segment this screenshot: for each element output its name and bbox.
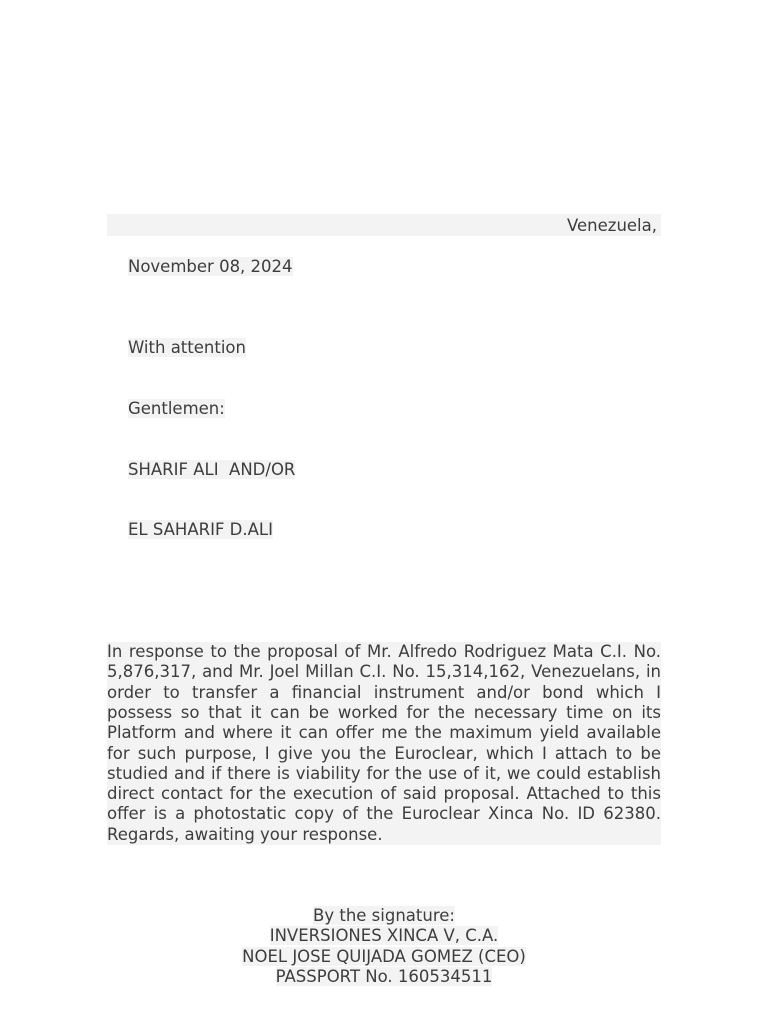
letter-body: In response to the proposal of Mr. Alfredo Rodriguez Mata C.I. No. 5,876,317, and Mr. Joel Millan C.I. No. 15,314,162, Venezuelans, in order to transfer a financial instrument and/or bond which I possess so that it can be worked for the necessary time on its Platform and where it can offer me the maximum yield available for such purpose, I give you the Euroclear, which I attach to be studied and if there is viability for the use of it, we could establish direct contact for the execution of said proposal. Attached to this offer is a photostatic copy of the Euroclear Xinca No. ID 62380. Regards, awaiting your response. bbox=[107, 642, 661, 844]
signature-company bbox=[107, 926, 661, 946]
place-text: Venezuela, bbox=[567, 216, 657, 235]
date-text: November 08, 2024 bbox=[127, 256, 293, 276]
signature-block bbox=[107, 906, 661, 987]
recipient-line-2 bbox=[107, 500, 661, 561]
letter-date bbox=[107, 236, 661, 297]
salutation-text: Gentlemen: bbox=[127, 398, 225, 418]
signature-passport bbox=[107, 967, 661, 987]
signature-intro bbox=[107, 906, 661, 926]
signature-company-text: INVERSIONES XINCA V, C.A. bbox=[269, 926, 499, 946]
recipient-line-1 bbox=[107, 439, 661, 500]
spacer bbox=[107, 561, 661, 642]
recipient-1-text: SHARIF ALI AND/OR bbox=[127, 459, 296, 479]
signature-intro-text: By the signature: bbox=[313, 906, 455, 926]
spacer bbox=[107, 297, 661, 317]
recipient-2-text: EL SAHARIF D.ALI bbox=[127, 520, 273, 540]
letter-place bbox=[107, 214, 661, 236]
attention-text: With attention bbox=[127, 337, 246, 357]
signature-name-text: NOEL JOSE QUIJADA GOMEZ (CEO) bbox=[242, 946, 526, 966]
attention-line bbox=[107, 317, 661, 378]
spacer bbox=[107, 845, 661, 906]
signature-name bbox=[107, 947, 661, 967]
salutation-line bbox=[107, 378, 661, 439]
signature-passport-text: PASSPORT No. 160534511 bbox=[275, 966, 493, 986]
letter-page bbox=[107, 214, 661, 987]
